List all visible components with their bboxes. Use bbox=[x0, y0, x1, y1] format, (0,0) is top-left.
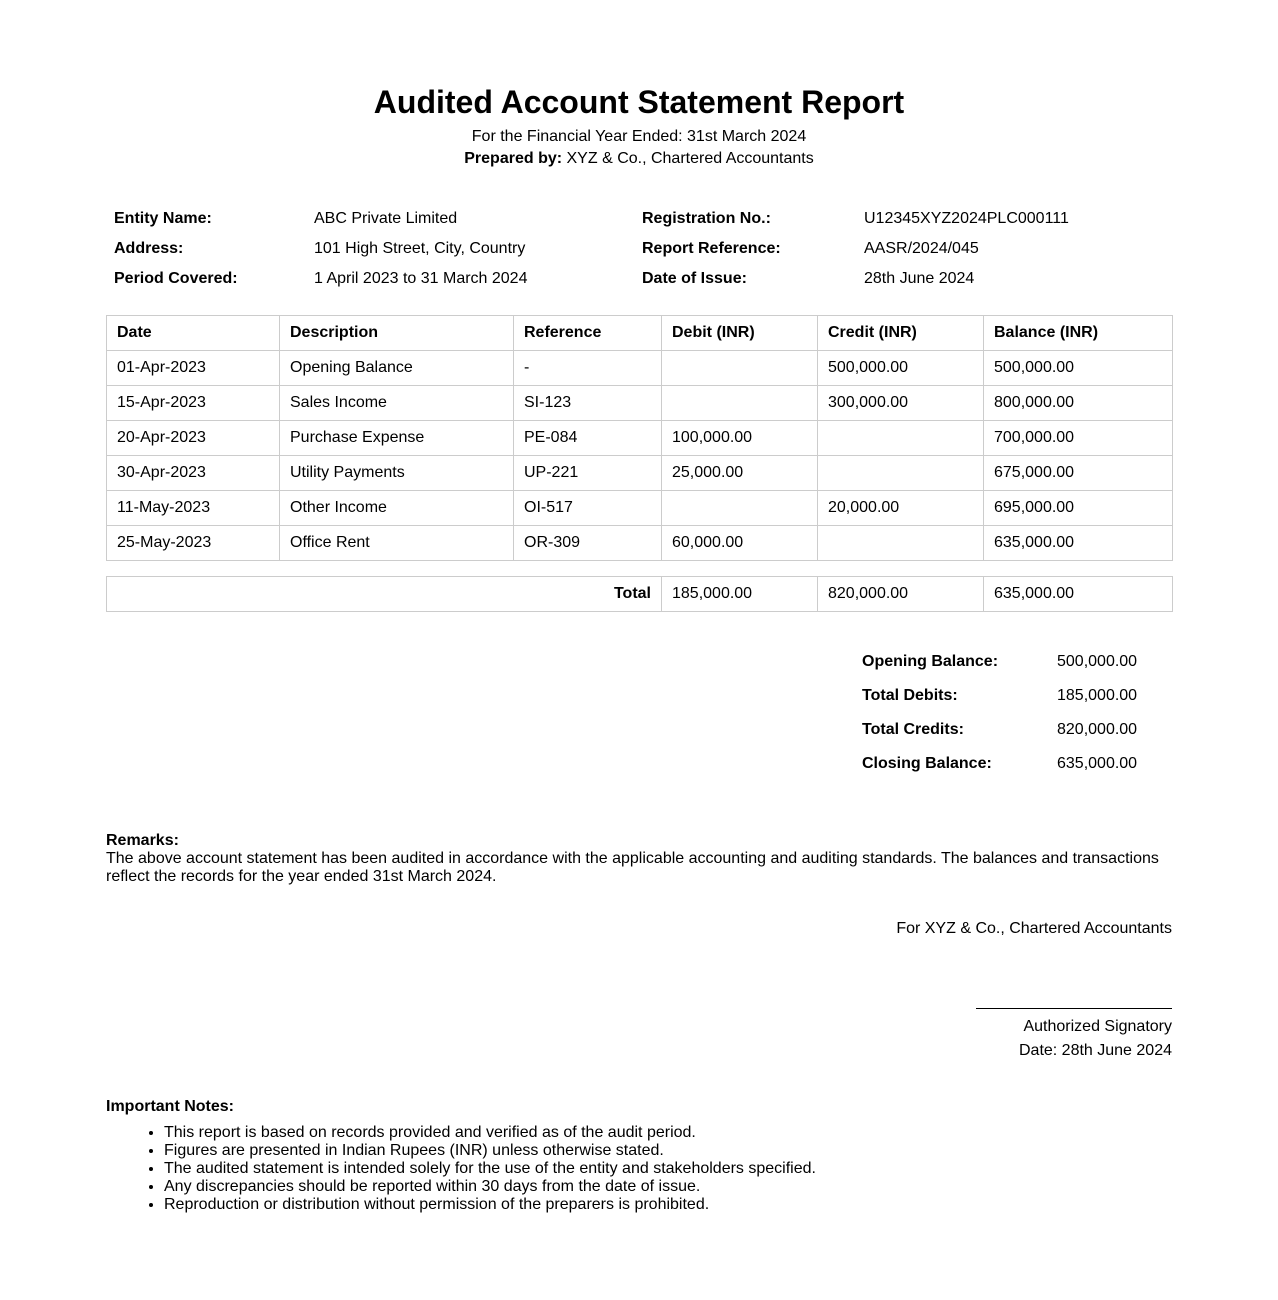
cell-reference: OR-309 bbox=[514, 526, 662, 561]
cell-balance: 800,000.00 bbox=[984, 386, 1173, 421]
cell-reference: UP-221 bbox=[514, 456, 662, 491]
table-row bbox=[107, 491, 1173, 526]
remarks-title: Remarks: bbox=[106, 832, 179, 849]
ledger-header-row bbox=[107, 316, 1173, 351]
cell-reference: SI-123 bbox=[514, 386, 662, 421]
cell-date: 15-Apr-2023 bbox=[107, 386, 280, 421]
total-debit: 185,000.00 bbox=[662, 577, 818, 612]
list-item: • This report is based on records provided and verified as of the audit period. bbox=[164, 1124, 1172, 1142]
important-notes bbox=[106, 1096, 1172, 1214]
cell-reference: - bbox=[514, 351, 662, 386]
total-debits-value: 185,000.00 bbox=[1057, 687, 1138, 704]
report-reference-label: Report Reference: bbox=[642, 240, 781, 257]
list-item: • Any discrepancies should be reported within 30 days from the date of issue. bbox=[164, 1178, 1172, 1196]
signature-date: Date: 28th June 2024 bbox=[1018, 1042, 1172, 1059]
cell-credit: 20,000.00 bbox=[818, 491, 984, 526]
cell-description: Office Rent bbox=[280, 526, 514, 561]
address-value: 101 High Street, City, Country bbox=[314, 240, 526, 257]
list-item: • The audited statement is intended solely for the use of the entity and stakeholders specified. bbox=[164, 1160, 1172, 1178]
date-of-issue-label: Date of Issue: bbox=[642, 270, 747, 287]
ledger-table bbox=[106, 315, 1173, 561]
list-item: • Reproduction or distribution without permission of the preparers is prohibited. bbox=[164, 1196, 1172, 1214]
column-header-debit: Debit (INR) bbox=[662, 316, 818, 351]
cell-debit: 25,000.00 bbox=[662, 456, 818, 491]
authorized-signatory: Authorized Signatory bbox=[1023, 1018, 1172, 1035]
balance-summary bbox=[850, 645, 1150, 781]
cell-description: Other Income bbox=[280, 491, 514, 526]
closing-balance-value: 635,000.00 bbox=[1057, 755, 1138, 772]
cell-debit bbox=[662, 491, 818, 526]
signature-block bbox=[1019, 1015, 1172, 1063]
report-page bbox=[106, 82, 1172, 1213]
total-credit: 820,000.00 bbox=[818, 577, 984, 612]
registration-label: Registration No.: bbox=[642, 210, 771, 227]
period-covered-value: 1 April 2023 to 31 March 2024 bbox=[314, 270, 528, 287]
total-debits-label: Total Debits: bbox=[862, 687, 958, 704]
prepared-by-label: Prepared by: bbox=[464, 150, 563, 167]
table-row bbox=[107, 526, 1173, 561]
cell-balance: 700,000.00 bbox=[984, 421, 1173, 456]
period-line: For the Financial Year Ended: 31st March 2024 bbox=[471, 128, 807, 145]
notes-list bbox=[106, 1124, 1172, 1214]
cell-date: 01-Apr-2023 bbox=[107, 351, 280, 386]
remarks-section bbox=[106, 832, 1172, 886]
cell-balance: 675,000.00 bbox=[984, 456, 1173, 491]
cell-reference: PE-084 bbox=[514, 421, 662, 456]
cell-debit bbox=[662, 351, 818, 386]
prepared-by-value: XYZ & Co., Chartered Accountants bbox=[562, 150, 814, 167]
total-credits-label: Total Credits: bbox=[862, 721, 964, 738]
cell-credit: 300,000.00 bbox=[818, 386, 984, 421]
cell-balance: 500,000.00 bbox=[984, 351, 1173, 386]
table-row bbox=[107, 351, 1173, 386]
column-header-credit: Credit (INR) bbox=[818, 316, 984, 351]
closing-balance-label: Closing Balance: bbox=[862, 755, 992, 772]
opening-balance-label: Opening Balance: bbox=[862, 653, 999, 670]
cell-date: 30-Apr-2023 bbox=[107, 456, 280, 491]
cell-date: 25-May-2023 bbox=[107, 526, 280, 561]
cell-date: 11-May-2023 bbox=[107, 491, 280, 526]
entity-details bbox=[106, 204, 1172, 294]
cell-debit bbox=[662, 386, 818, 421]
column-header-description: Description bbox=[280, 316, 514, 351]
period-covered-label: Period Covered: bbox=[114, 270, 238, 287]
table-row bbox=[107, 386, 1173, 421]
date-of-issue-value: 28th June 2024 bbox=[864, 270, 975, 287]
table-row bbox=[107, 456, 1173, 491]
cell-date: 20-Apr-2023 bbox=[107, 421, 280, 456]
cell-debit: 60,000.00 bbox=[662, 526, 818, 561]
prepared-by bbox=[106, 148, 1172, 170]
list-item: • Figures are presented in Indian Rupees (INR) unless otherwise stated. bbox=[164, 1142, 1172, 1160]
column-header-reference: Reference bbox=[514, 316, 662, 351]
cell-debit: 100,000.00 bbox=[662, 421, 818, 456]
entity-name-value: ABC Private Limited bbox=[314, 210, 458, 227]
report-title: Audited Account Statement Report bbox=[373, 84, 905, 120]
cell-reference: OI-517 bbox=[514, 491, 662, 526]
signoff-firm: For XYZ & Co., Chartered Accountants bbox=[896, 920, 1172, 937]
totals-row bbox=[107, 577, 1173, 612]
total-balance: 635,000.00 bbox=[984, 577, 1173, 612]
table-row bbox=[107, 421, 1173, 456]
cell-credit bbox=[818, 526, 984, 561]
cell-balance: 635,000.00 bbox=[984, 526, 1173, 561]
remarks-text: The above account statement has been audited in accordance with the applicable accounting and auditing standards. The balances and transactions reflect the records for the year ended 31st March 2024. bbox=[106, 850, 1159, 885]
cell-description: Purchase Expense bbox=[280, 421, 514, 456]
cell-balance: 695,000.00 bbox=[984, 491, 1173, 526]
address-label: Address: bbox=[114, 240, 184, 257]
column-header-balance: Balance (INR) bbox=[984, 316, 1173, 351]
totals-table bbox=[106, 576, 1173, 612]
registration-value: U12345XYZ2024PLC000111 bbox=[864, 210, 1069, 227]
total-credits-value: 820,000.00 bbox=[1057, 721, 1138, 738]
column-header-date: Date bbox=[107, 316, 280, 351]
entity-name-label: Entity Name: bbox=[114, 210, 212, 227]
cell-description: Sales Income bbox=[280, 386, 514, 421]
cell-credit: 500,000.00 bbox=[818, 351, 984, 386]
report-reference-value: AASR/2024/045 bbox=[864, 240, 979, 257]
totals-label: Total bbox=[107, 577, 662, 612]
signature-line bbox=[976, 1008, 1172, 1009]
cell-credit bbox=[818, 456, 984, 491]
cell-credit bbox=[818, 421, 984, 456]
notes-title: Important Notes: bbox=[106, 1098, 234, 1115]
cell-description: Opening Balance bbox=[280, 351, 514, 386]
cell-description: Utility Payments bbox=[280, 456, 514, 491]
opening-balance-value: 500,000.00 bbox=[1057, 653, 1138, 670]
